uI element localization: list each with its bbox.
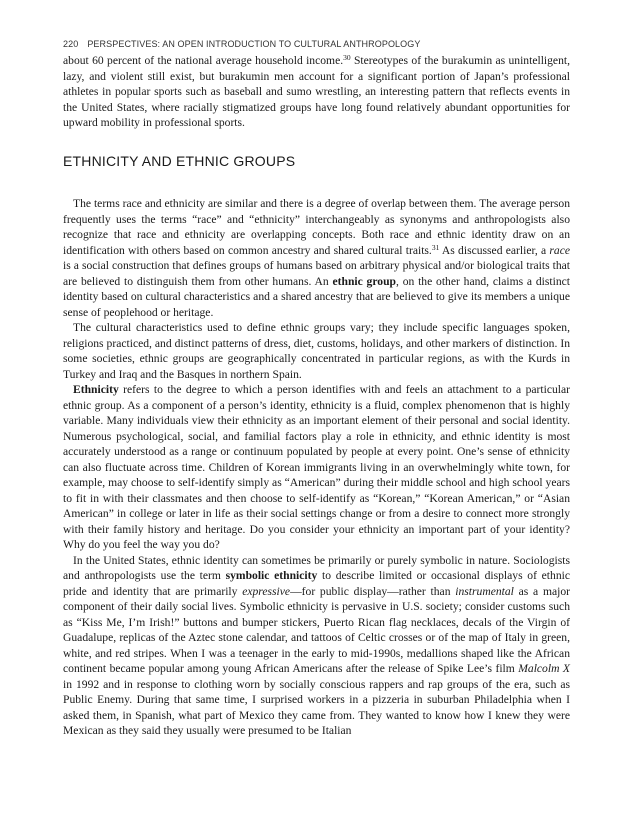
continued-text [63, 53, 570, 131]
page-number: 220 [63, 39, 79, 49]
paragraph-ethnicity-definition: Ethnicity refers to the degree to which a person identifies with and feels an attachment to a particular ethnic group. As a component of a person’s identity, ethnicity is a fluid, complex phenomenon that is highly variable. Many individuals view their ethnicity as an important element of their personal and social identity. Numerous psychological, social, and familial factors play a role in ethnicity, and ethnic identity is most accurately understood as a range or continuum populated by people at every point. One’s sense of ethnicity can also fluctuate across time. Children of Korean immigrants living in an overwhelmingly white town, for example, may choose to self-identify simply as “American” during their middle school and high school years to fit in with their classmates and then choose to self-identify as “Korean,” “Korean American,” or “Asian American” in college or later in life as their social settings change or from a desire to connect more strongly with their family history and heritage. Do you consider your ethnicity an important part of your identity? Why do you feel the way you do? [63, 383, 570, 551]
film-title: Malcolm X [518, 662, 570, 675]
book-title: PERSPECTIVES: AN OPEN INTRODUCTION TO CULTURAL ANTHROPOLOGY [87, 39, 421, 49]
term-symbolic-ethnicity: symbolic ethnicity [225, 569, 318, 582]
footnote-ref-30[interactable]: 30 [343, 53, 351, 62]
paragraph-race-ethnicity-overlap: The terms race and ethnicity are similar and there is a degree of overlap between them. The average person frequently uses the terms “race” and “ethnicity” interchangeably as synonyms and anthropologists also recognize that race and ethnicity are overlapping concepts. Both race and ethnic identity draw on an identification with others based on common ancestry and shared cultural traits.$^{31}$ As discussed earlier, a race is a social construction that defines groups of humans based on arbitrary physical and/or biological traits that are believed to distinguish them from other humans. An ethnic group, on the other hand, claims a distinct identity based on cultural characteristics and a shared ancestry that are believed to give its members a unique sense of peoplehood or heritage. [63, 197, 571, 319]
running-header [63, 39, 420, 49]
paragraph-cultural-characteristics: The cultural characteristics used to define ethnic groups vary; they include specific languages spoken, religions practiced, and distinct patterns of dress, diet, customs, holidays, and other markers of distinction. In some societies, ethnic groups are geographically concentrated in particular regions, as with the Kurds in Turkey and Iraq and the Basques in northern Spain. [63, 321, 570, 381]
term-instrumental: instrumental [455, 584, 514, 598]
term-ethnic-group: ethnic group [332, 274, 396, 288]
continued-paragraph: about 60 percent of the national average household income.$^{30}$ Stereotypes of the burakumin as unintelligent, lazy, and violent still exist, but burakumin men account for a significant portion of Japan’s professional athletes in popular sports such as baseball and sumo wrestling, an interesting pattern that reflects events in the United States, where racially stigmatized groups have long found relatively abundant opportunities for upward mobility in professional sports. [63, 53, 570, 129]
paragraph-symbolic-ethnicity: In the United States, ethnic identity can sometimes be primarily or purely symbolic in nature. Sociologists and anthropologists use the term symbolic ethnicity to describe limited or occasional displays of ethnic pride and identity that are primarily expressive—for public display—rather than instrumental as a major component of their daily social lives. Symbolic ethnicity is pervasive in U.S. society; consider customs such as “Kiss Me, I’m Irish!” buttons and bumper stickers, Puerto Rican flag necklaces, decals of the Virgin of Guadalupe, replicas of the Aztec stone calendar, and tattoos of Celtic crosses or of the map of Italy in green, white, and red stripes. When I was a teenager in the early to mid-1990s, medallions shaped like the African continent became popular among young African Americans after the release of Spike Lee’s film Malcolm X in 1992 and in response to clothing worn by socially conscious rappers and rap groups of the era, such as Public Enemy. During that same time, I surprised workers in a pizzeria in suburban Philadelphia when I asked them, in Spanish, what part of Mexico they came from. They wanted to know how I knew they were Mexican as they said they usually were presumed to be Italian [63, 553, 571, 737]
term-race: race [549, 243, 570, 257]
section-heading: ETHNICITY AND ETHNIC GROUPS [63, 153, 296, 169]
term-expressive: expressive [242, 584, 291, 598]
term-ethnicity: Ethnicity [73, 383, 119, 396]
section-body [63, 196, 570, 739]
footnote-ref-31[interactable]: 31 [431, 242, 440, 252]
